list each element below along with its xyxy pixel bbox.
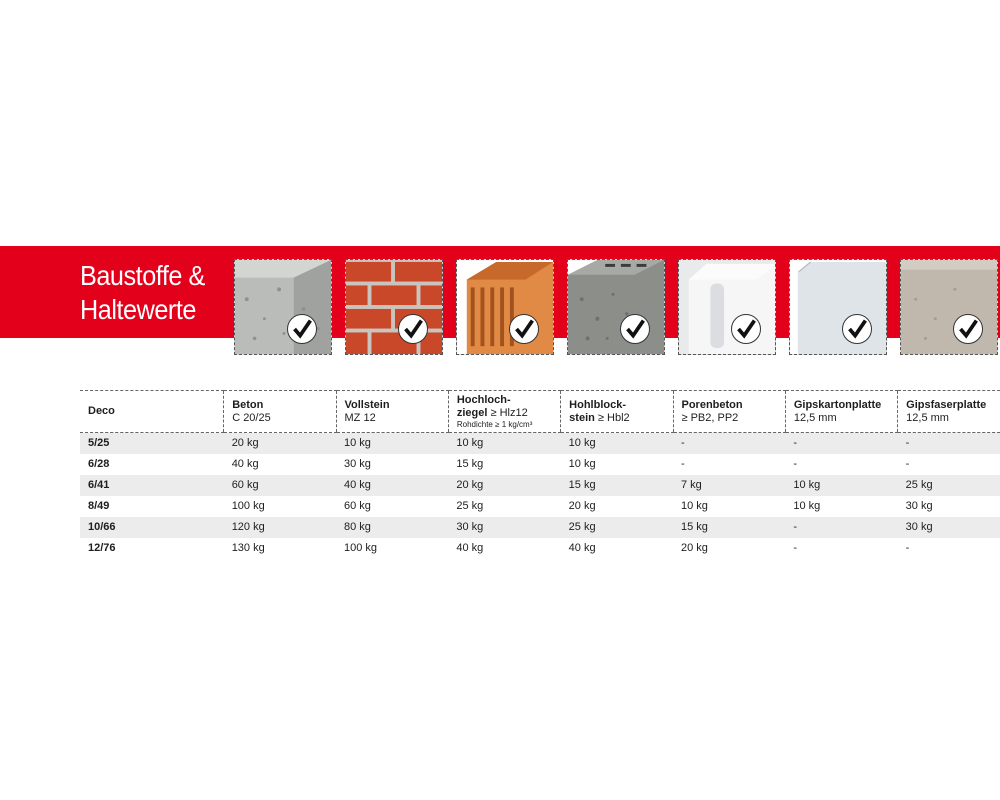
- value-cell: 10 kg: [681, 500, 708, 512]
- brick-icon: [345, 259, 443, 355]
- value-cell: -: [898, 433, 1000, 454]
- value-cell: 30 kg: [905, 500, 933, 512]
- header-porenbeton: Porenbeton ≥ PB2, PP2: [673, 391, 785, 433]
- header-hohlblockstein: Hohlblock- stein ≥ Hbl2: [561, 391, 673, 433]
- value-cell: 15 kg: [456, 458, 484, 470]
- table-row: [80, 517, 1000, 538]
- value-cell: 10 kg: [561, 433, 673, 454]
- header-hochlochziegel: Hochloch- ziegel ≥ Hlz12 Rohdichte ≥ 1 kg/cm³: [448, 391, 560, 433]
- value-cell: -: [793, 542, 797, 554]
- aerated-concrete-icon: [678, 259, 776, 355]
- table-row: [80, 538, 1000, 559]
- header-gipskartonplatte: Gipskartonplatte 12,5 mm: [785, 391, 897, 433]
- gypsum-fiberboard-icon: [900, 259, 998, 355]
- value-cell: 80 kg: [336, 517, 448, 538]
- checkmark-icon: [509, 314, 539, 344]
- value-cell: -: [681, 458, 685, 470]
- header-beton: Beton C 20/25: [224, 391, 336, 433]
- title-line-1: Baustoffe &: [80, 260, 205, 291]
- header-deco: Deco: [80, 391, 224, 433]
- value-cell: 20 kg: [568, 500, 596, 512]
- value-cell: 30 kg: [344, 458, 371, 470]
- value-cell: 25 kg: [456, 500, 484, 512]
- table-row: [80, 433, 1000, 454]
- table-body: [80, 433, 1000, 559]
- value-cell: -: [905, 542, 910, 554]
- header-gipsfaserplatte: Gipsfaserplatte 12,5 mm: [898, 391, 1000, 433]
- deco-size-cell: 5/25: [80, 433, 224, 454]
- deco-size-cell: 6/28: [88, 458, 110, 470]
- value-cell: 25 kg: [898, 475, 1000, 496]
- value-cell: 10 kg: [568, 458, 596, 470]
- value-cell: 20 kg: [224, 433, 336, 454]
- deco-size-cell: 10/66: [80, 517, 224, 538]
- deco-size-cell: 6/41: [80, 475, 224, 496]
- value-cell: 40 kg: [336, 475, 448, 496]
- page-title: [80, 259, 215, 327]
- deco-size-cell: 12/76: [88, 542, 116, 554]
- table-row: [80, 475, 1000, 496]
- value-cell: -: [793, 458, 797, 470]
- concrete-icon: [234, 259, 332, 355]
- hollow-block-icon: [567, 259, 665, 355]
- value-cell: 100 kg: [344, 542, 378, 554]
- value-cell: -: [785, 433, 897, 454]
- value-cell: 25 kg: [561, 517, 673, 538]
- value-cell: 40 kg: [231, 458, 259, 470]
- checkmark-icon: [287, 314, 317, 344]
- table-header-row: [80, 391, 1000, 433]
- checkmark-icon: [398, 314, 428, 344]
- title-line-2: Haltewerte: [80, 294, 196, 325]
- value-cell: 60 kg: [344, 500, 371, 512]
- value-cell: 10 kg: [448, 433, 560, 454]
- checkmark-icon: [731, 314, 761, 344]
- table-row: [80, 454, 1000, 475]
- header-vollstein: Vollstein MZ 12: [336, 391, 448, 433]
- value-cell: 10 kg: [793, 500, 821, 512]
- table-row: [80, 496, 1000, 517]
- value-cell: 100 kg: [231, 500, 265, 512]
- value-cell: 30 kg: [448, 517, 560, 538]
- value-cell: 130 kg: [231, 542, 265, 554]
- plasterboard-icon: [789, 259, 887, 355]
- value-cell: 40 kg: [568, 542, 596, 554]
- value-cell: 20 kg: [448, 475, 560, 496]
- value-cell: 20 kg: [681, 542, 708, 554]
- checkmark-icon: [842, 314, 872, 344]
- checkmark-icon: [953, 314, 983, 344]
- value-cell: 15 kg: [561, 475, 673, 496]
- value-cell: 7 kg: [673, 475, 785, 496]
- value-cell: 60 kg: [224, 475, 336, 496]
- value-cell: 15 kg: [673, 517, 785, 538]
- value-cell: 30 kg: [898, 517, 1000, 538]
- holding-values-table: [80, 390, 1000, 559]
- value-cell: -: [905, 458, 910, 470]
- value-cell: 10 kg: [336, 433, 448, 454]
- value-cell: -: [785, 517, 897, 538]
- checkmark-icon: [620, 314, 650, 344]
- value-cell: -: [673, 433, 785, 454]
- deco-size-cell: 8/49: [88, 500, 110, 512]
- perforated-brick-icon: [456, 259, 554, 355]
- value-cell: 40 kg: [456, 542, 484, 554]
- value-cell: 120 kg: [224, 517, 336, 538]
- value-cell: 10 kg: [785, 475, 897, 496]
